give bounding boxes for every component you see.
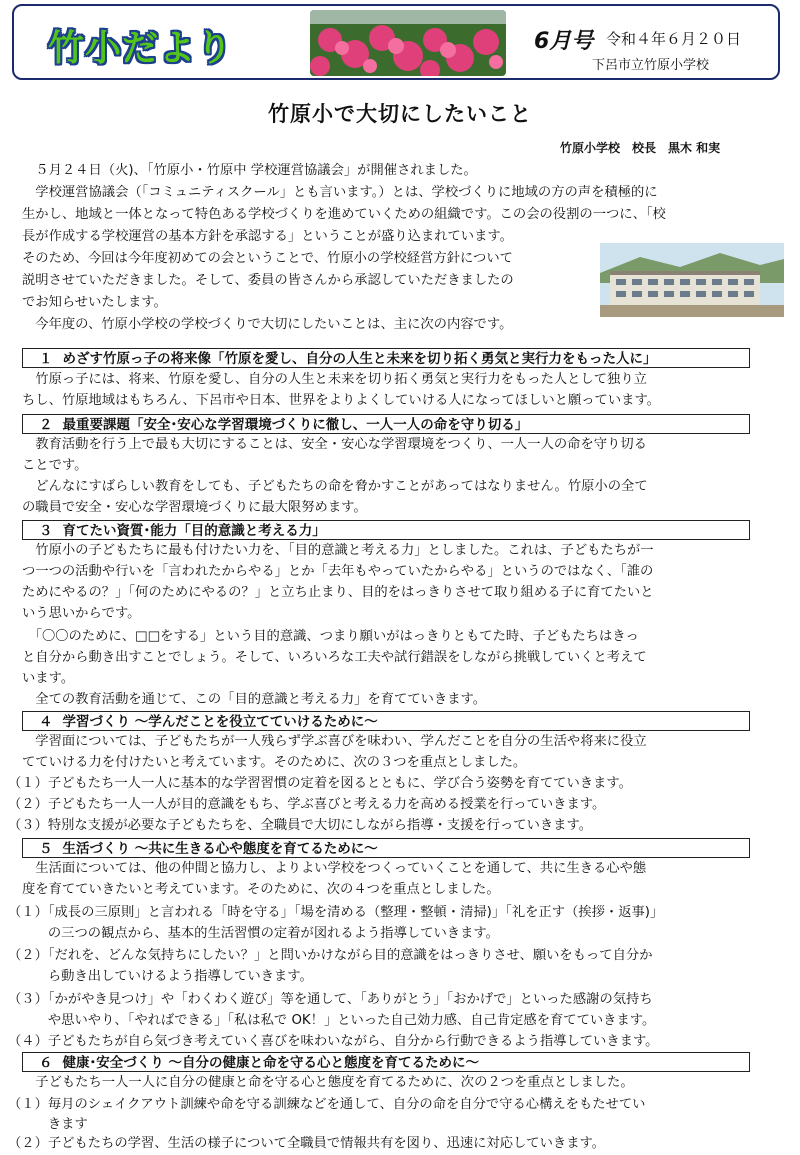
section-3-line: いう思いからです。 — [22, 606, 141, 621]
section-number: ２ — [39, 417, 53, 433]
section-3-line: ためにやるの？」「何のためにやるの？」と立ち止まり、目的をはっきりさせて取り組める子に育てたいと — [22, 585, 654, 600]
section-6-line: （２）子どもたちの学習、生活の様子について全職員で情報共有を図り、迅速に対応していきます。 — [8, 1136, 606, 1151]
section-6-line: （１）毎月のシェイクアウト訓練や命を守る訓練などを通して、自分の命を自分で守る心構えをもたせてい — [8, 1097, 646, 1112]
section-heading: 学習づくり ～学んだことを役立てていけるために～ — [62, 714, 378, 730]
section-2-line: ことです。 — [22, 458, 88, 473]
section-header-4 — [22, 711, 750, 731]
intro-line: でお知らせいたします。 — [22, 295, 167, 310]
section-4-line: （１）子どもたち一人一人に基本的な学習習慣の定着を図るとともに、学び合う姿勢を育てていきます。 — [8, 776, 632, 791]
section-number: ３ — [39, 523, 53, 539]
intro-line: 説明させていただきました。そして、委員の皆さんから承認していただきましたの — [22, 273, 514, 288]
intro-line: 学校運営協議会（「コミュニティスクール」とも言います。）とは、学校づくりに地域の方の声を積極的に — [22, 185, 658, 200]
section-2-line: の職員で安全・安心な学習環境づくりに最大限努めます。 — [22, 500, 367, 515]
section-5-line: や思いやり、「やればできる」「私は私で OK！」といった自己効力感、自己肯定感を育てていきます。 — [8, 1013, 656, 1028]
issue-date: 令和４年６月２０日 — [606, 30, 742, 48]
masthead — [12, 4, 780, 80]
intro-line: 長が作成する学校運営の基本方針を承認する」ということが盛り込まれています。 — [22, 229, 513, 244]
section-number: １ — [39, 351, 53, 367]
section-6-line: きます — [8, 1117, 88, 1132]
article-title: 竹原小で大切にしたいこと — [268, 102, 532, 126]
newsletter-logo: 竹小だより — [48, 28, 234, 69]
intro-line: そのため、今回は今年度初めての会ということで、竹原小の学校経営方針について — [22, 251, 513, 266]
section-4-line: （２）子どもたち一人一人が目的意識をもち、学ぶ喜びと考える力を高める授業を行っていきます。 — [8, 797, 606, 812]
section-5-line: 生活面については、他の仲間と協力し、よりよい学校をつくっていくことを通して、共に生きる心や態 — [22, 861, 647, 876]
school-building-photo — [600, 243, 784, 317]
school-name: 下呂市立竹原小学校 — [592, 58, 710, 73]
issue-number: 6月号 — [534, 29, 594, 54]
section-3-line: います。 — [22, 671, 75, 686]
section-3-line: 全ての教育活動を通じて、この「目的意識と考える力」を育てていきます。 — [22, 692, 487, 707]
section-2-line: どんなにすばらしい教育をしても、子どもたちの命を脅かすことがあってはなりません。竹原小の全て — [22, 479, 648, 494]
section-5-line: （１）「成長の三原則」と言われる「時を守る」「場を清める（整理・整頓・清掃)」「礼を正す（挨拶・返事)」 — [8, 905, 664, 920]
section-header-2 — [22, 414, 750, 434]
section-header-1 — [22, 348, 750, 368]
section-5-line: の三つの観点から、基本的生活習慣の定着が図れるよう指導していきます。 — [8, 926, 499, 941]
section-heading: 健康･安全づくり ～自分の健康と命を守る心と態度を育てるために～ — [62, 1055, 479, 1071]
intro-line: ５月２４日（火)、「竹原小・竹原中 学校運営協議会」が開催されました。 — [22, 163, 477, 178]
azalea-flowers-image — [310, 10, 506, 76]
section-3-line: 「〇〇のために、□□をする」という目的意識、つまり願いがはっきりともてた時、子どもたちはきっ — [22, 629, 639, 644]
section-header-6 — [22, 1052, 750, 1072]
section-5-line: ら動き出していけるよう指導していきます。 — [8, 969, 313, 984]
section-heading: 生活づくり ～共に生きる心や態度を育てるために～ — [62, 841, 378, 857]
intro-line: 今年度の、竹原小学校の学校づくりで大切にしたいことは、主に次の内容です。 — [22, 317, 513, 332]
section-2-line: 教育活動を行う上で最も大切にすることは、安全・安心な学習環境をつくり、一人一人の命を守り切る — [22, 437, 647, 452]
section-3-line: と自分から動き出すことでしょう。そして、いろいろな工夫や試行錯誤をしながら挑戦していくと考えて — [22, 650, 647, 665]
section-4-line: 学習面については、子どもたちが一人残らず学ぶ喜びを味わい、学んだことを自分の生活や将来に役立 — [22, 734, 647, 749]
intro-line: 生かし、地域と一体となって特色ある学校づくりを進めていくための組織です。この会の役割の一つに、「校 — [22, 207, 666, 222]
section-heading: 育てたい資質･能力「目的意識と考える力」 — [62, 523, 326, 539]
section-3-line: つ一つの活動や行いを「言われたからやる」とか「去年もやっていたからやる」というのではなく、「誰の — [22, 564, 654, 579]
section-header-5 — [22, 838, 750, 858]
section-4-line: てていける力を付けたいと考えています。そのために、次の３つを重点としました。 — [22, 755, 527, 770]
section-number: ５ — [39, 841, 53, 857]
section-6-line: 子どもたち一人一人に自分の健康と命を守る心と態度を育てるために、次の２つを重点としました。 — [22, 1075, 634, 1090]
article-author: 竹原小学校 校長 黒木 和実 — [560, 141, 721, 155]
section-5-line: 度を育てていきたいと考えています。そのために、次の４つを重点としました。 — [22, 882, 500, 897]
section-header-3 — [22, 520, 750, 540]
section-heading: めざす竹原っ子の将来像「竹原を愛し、自分の人生と未来を切り拓く勇気と実行力をもった人に」 — [62, 351, 657, 367]
section-number: ６ — [39, 1055, 53, 1071]
section-1-line: 竹原っ子には、将来、竹原を愛し、自分の人生と未来を切り拓く勇気と実行力をもった人として独り立 — [22, 372, 647, 387]
section-heading: 最重要課題「安全･安心な学習環境づくりに徹し、一人一人の命を守り切る」 — [62, 417, 529, 433]
section-5-line: （４）子どもたちが自ら気づき考えていく喜びを味わいながら、自分から行動できるよう指導していきます。 — [8, 1034, 659, 1049]
section-5-line: （２）「だれを、どんな気持ちにしたい？」と問いかけながら目的意識をはっきりさせ、願いをもって自分か — [8, 948, 653, 963]
section-5-line: （３）「かがやき見つけ」や「わくわく遊び」等を通して、「ありがとう」「おかげで」といった感謝の気持ち — [8, 992, 653, 1007]
section-1-line: ちし、竹原地域はもちろん、下呂市や日本、世界をよりよくしていける人になってほしいと願っています。 — [22, 393, 660, 408]
section-3-line: 竹原小の子どもたちに最も付けたい力を、「目的意識と考える力」としました。これは、子どもたちが一 — [22, 543, 654, 558]
section-number: ４ — [39, 714, 53, 730]
section-4-line: （３）特別な支援が必要な子どもたちを、全職員で大切にしながら指導・支援を行っていきます。 — [8, 818, 592, 833]
